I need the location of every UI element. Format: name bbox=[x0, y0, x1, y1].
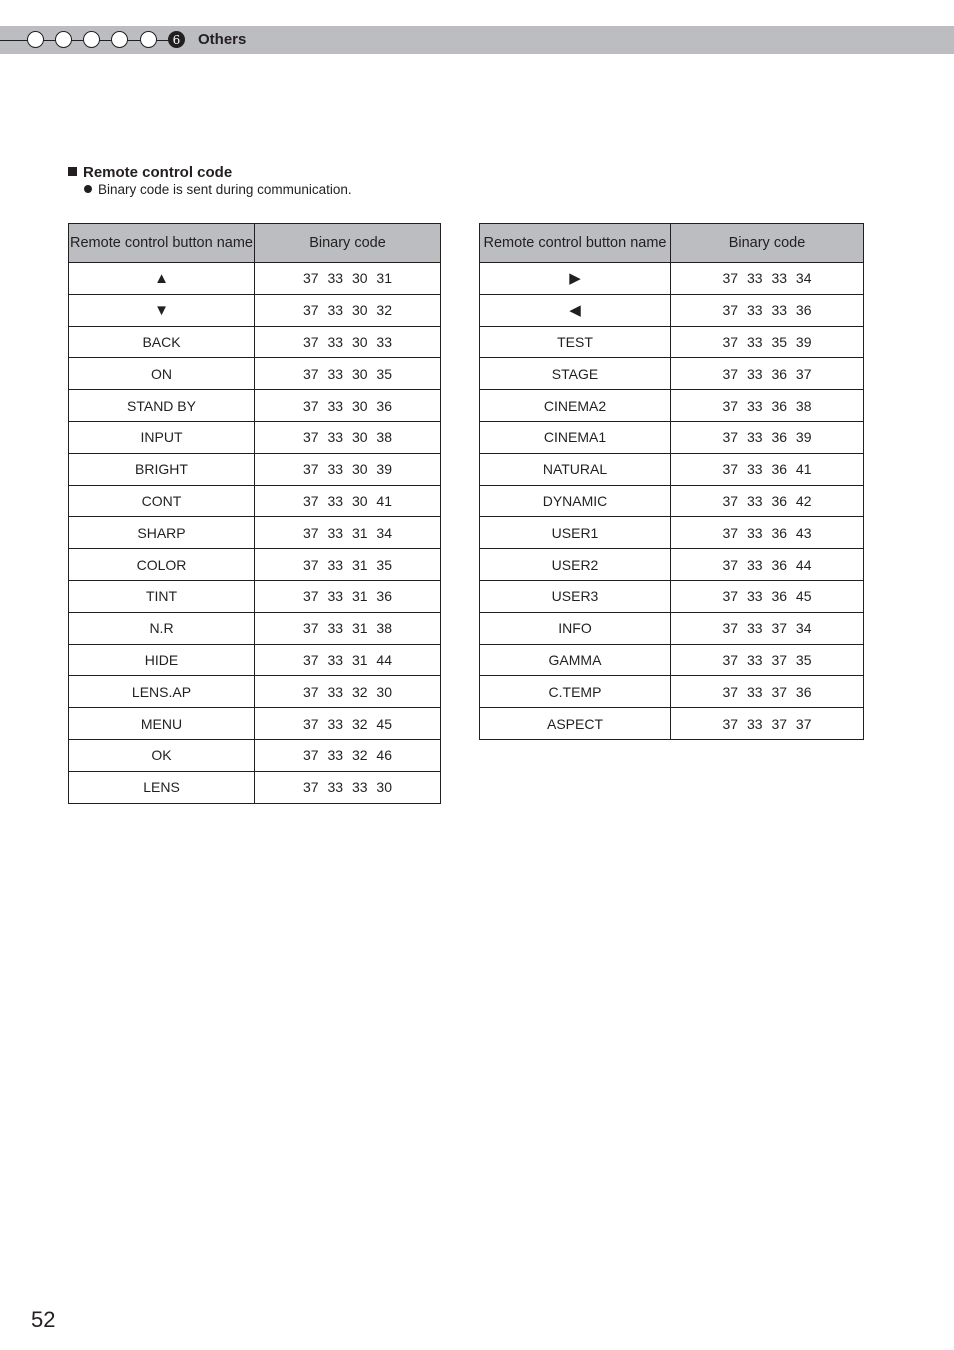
table-row bbox=[480, 294, 864, 326]
table-row bbox=[480, 644, 864, 676]
button-name-cell: USER2 bbox=[480, 549, 671, 581]
header-button-name: Remote control button name bbox=[480, 224, 671, 263]
remote-code-table-left bbox=[68, 223, 441, 804]
binary-code-cell: 37 33 36 45 bbox=[671, 580, 864, 612]
header-binary-code: Binary code bbox=[671, 224, 864, 263]
button-name-cell: INPUT bbox=[69, 421, 255, 453]
binary-code-cell: 37 33 31 34 bbox=[255, 517, 441, 549]
button-name-cell: N.R bbox=[69, 612, 255, 644]
button-name-cell: ASPECT bbox=[480, 708, 671, 740]
binary-code-cell: 37 33 33 30 bbox=[255, 771, 441, 803]
chapter-number-badge: 6 bbox=[168, 31, 185, 48]
round-bullet-icon bbox=[84, 185, 92, 193]
button-name-cell: DYNAMIC bbox=[480, 485, 671, 517]
binary-code-cell: 37 33 30 32 bbox=[255, 294, 441, 326]
table-row bbox=[480, 421, 864, 453]
section-heading bbox=[68, 164, 232, 182]
binary-code-cell: 37 33 36 38 bbox=[671, 390, 864, 422]
table-row bbox=[480, 390, 864, 422]
button-name-cell: HIDE bbox=[69, 644, 255, 676]
button-name-cell: LENS bbox=[69, 771, 255, 803]
chapter-1-circle-icon bbox=[27, 31, 44, 48]
table-row bbox=[480, 326, 864, 358]
binary-code-cell: 37 33 37 34 bbox=[671, 612, 864, 644]
table-row bbox=[480, 358, 864, 390]
button-name-cell: CINEMA1 bbox=[480, 421, 671, 453]
binary-code-cell: 37 33 36 42 bbox=[671, 485, 864, 517]
binary-code-cell: 37 33 30 35 bbox=[255, 358, 441, 390]
button-name-cell: LENS.AP bbox=[69, 676, 255, 708]
table-row bbox=[480, 453, 864, 485]
table-row bbox=[480, 517, 864, 549]
chapter-5-circle-icon bbox=[140, 31, 157, 48]
binary-code-cell: 37 33 30 36 bbox=[255, 390, 441, 422]
binary-code-cell: 37 33 30 33 bbox=[255, 326, 441, 358]
binary-code-cell: 37 33 37 37 bbox=[671, 708, 864, 740]
button-name-cell: MENU bbox=[69, 708, 255, 740]
table-row bbox=[480, 580, 864, 612]
binary-code-cell: 37 33 36 37 bbox=[671, 358, 864, 390]
binary-code-cell: 37 33 37 35 bbox=[671, 644, 864, 676]
table-row bbox=[480, 549, 864, 581]
button-name-cell: USER3 bbox=[480, 580, 671, 612]
binary-code-cell: 37 33 31 36 bbox=[255, 580, 441, 612]
chapter-3-circle-icon bbox=[83, 31, 100, 48]
table-row bbox=[69, 358, 441, 390]
binary-code-cell: 37 33 32 46 bbox=[255, 739, 441, 771]
table-row bbox=[480, 708, 864, 740]
binary-code-cell: 37 33 30 39 bbox=[255, 453, 441, 485]
table-row bbox=[69, 739, 441, 771]
header-binary-code: Binary code bbox=[255, 224, 441, 263]
button-name-cell: USER1 bbox=[480, 517, 671, 549]
button-name-cell: ▲ bbox=[69, 263, 255, 295]
table-header-row bbox=[69, 224, 441, 263]
button-name-cell: STAGE bbox=[480, 358, 671, 390]
table-row bbox=[69, 580, 441, 612]
table-row bbox=[480, 485, 864, 517]
button-name-cell: ▼ bbox=[69, 294, 255, 326]
button-name-cell: C.TEMP bbox=[480, 676, 671, 708]
binary-code-cell: 37 33 32 45 bbox=[255, 708, 441, 740]
section-title-text: Remote control code bbox=[83, 164, 233, 181]
button-name-cell: TEST bbox=[480, 326, 671, 358]
button-name-cell: OK bbox=[69, 739, 255, 771]
binary-code-cell: 37 33 31 38 bbox=[255, 612, 441, 644]
button-name-cell: ◀ bbox=[480, 294, 671, 326]
button-name-cell: STAND BY bbox=[69, 390, 255, 422]
table-row bbox=[69, 326, 441, 358]
bullet-note bbox=[84, 182, 352, 198]
page-number: 52 bbox=[31, 1307, 56, 1332]
table-row bbox=[69, 612, 441, 644]
table-row bbox=[69, 708, 441, 740]
table-row bbox=[480, 612, 864, 644]
button-name-cell: NATURAL bbox=[480, 453, 671, 485]
button-name-cell: ON bbox=[69, 358, 255, 390]
button-name-cell: GAMMA bbox=[480, 644, 671, 676]
chapter-2-circle-icon bbox=[55, 31, 72, 48]
table-header-row bbox=[480, 224, 864, 263]
binary-code-cell: 37 33 33 36 bbox=[671, 294, 864, 326]
button-name-cell: CONT bbox=[69, 485, 255, 517]
binary-code-cell: 37 33 30 38 bbox=[255, 421, 441, 453]
button-name-cell: CINEMA2 bbox=[480, 390, 671, 422]
button-name-cell: ▶ bbox=[480, 263, 671, 295]
button-name-cell: TINT bbox=[69, 580, 255, 612]
binary-code-cell: 37 33 30 41 bbox=[255, 485, 441, 517]
table-row bbox=[69, 421, 441, 453]
binary-code-cell: 37 33 36 43 bbox=[671, 517, 864, 549]
binary-code-cell: 37 33 31 35 bbox=[255, 549, 441, 581]
binary-code-cell: 37 33 37 36 bbox=[671, 676, 864, 708]
table-row bbox=[69, 771, 441, 803]
button-name-cell: SHARP bbox=[69, 517, 255, 549]
table-row bbox=[69, 644, 441, 676]
table-row bbox=[69, 453, 441, 485]
binary-code-cell: 37 33 31 44 bbox=[255, 644, 441, 676]
button-name-cell: BRIGHT bbox=[69, 453, 255, 485]
chapter-4-circle-icon bbox=[111, 31, 128, 48]
table-row bbox=[69, 517, 441, 549]
header-button-name: Remote control button name bbox=[69, 224, 255, 263]
button-name-cell: COLOR bbox=[69, 549, 255, 581]
binary-code-cell: 37 33 32 30 bbox=[255, 676, 441, 708]
binary-code-cell: 37 33 35 39 bbox=[671, 326, 864, 358]
binary-code-cell: 37 33 36 41 bbox=[671, 453, 864, 485]
table-row bbox=[480, 676, 864, 708]
binary-code-cell: 37 33 33 34 bbox=[671, 263, 864, 295]
binary-code-cell: 37 33 30 31 bbox=[255, 263, 441, 295]
table-row bbox=[69, 263, 441, 295]
table-row bbox=[69, 294, 441, 326]
remote-code-table-right bbox=[479, 223, 864, 740]
bullet-note-text: Binary code is sent during communication. bbox=[98, 182, 352, 197]
chapter-title: Others bbox=[198, 31, 247, 48]
table-row bbox=[69, 390, 441, 422]
table-row bbox=[480, 263, 864, 295]
square-bullet-icon bbox=[68, 167, 77, 176]
binary-code-cell: 37 33 36 44 bbox=[671, 549, 864, 581]
table-row bbox=[69, 549, 441, 581]
table-row bbox=[69, 485, 441, 517]
table-row bbox=[69, 676, 441, 708]
button-name-cell: BACK bbox=[69, 326, 255, 358]
binary-code-cell: 37 33 36 39 bbox=[671, 421, 864, 453]
button-name-cell: INFO bbox=[480, 612, 671, 644]
